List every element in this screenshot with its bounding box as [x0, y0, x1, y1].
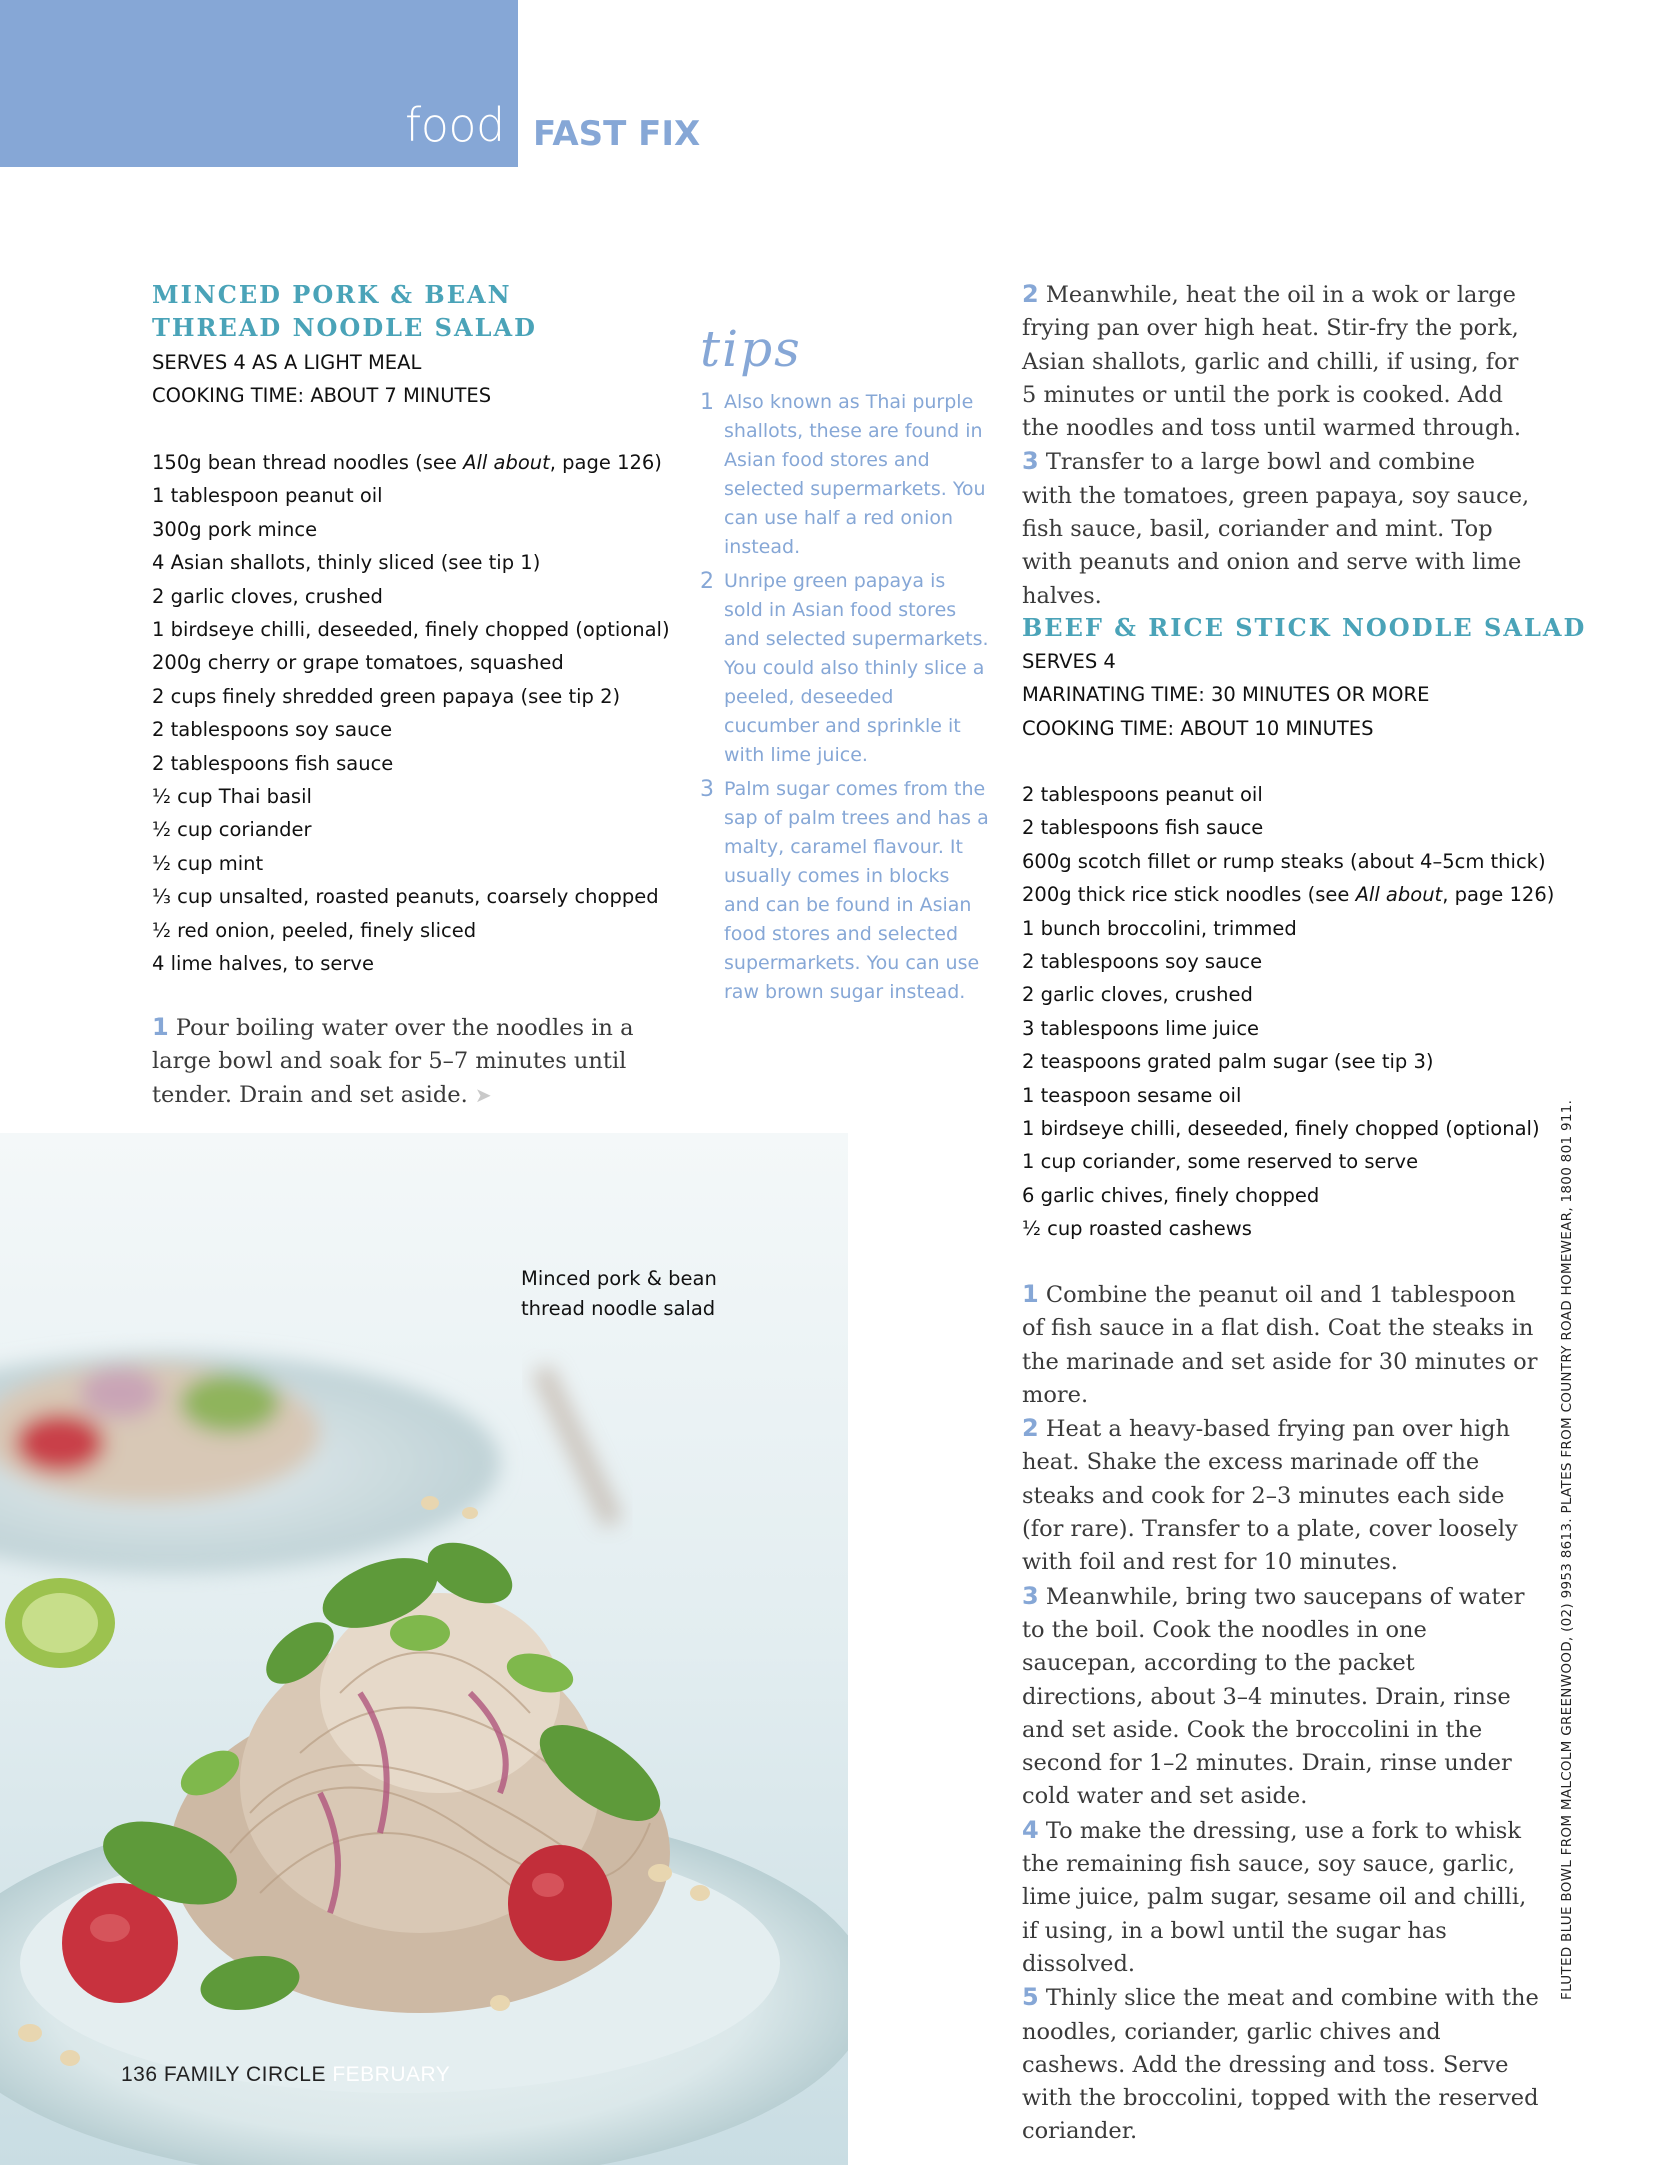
tip-number: 3	[700, 777, 714, 802]
ingredient-item	[1022, 1079, 1554, 1112]
ingredient-item	[152, 680, 670, 713]
step-text: Heat a heavy-based frying pan over high heat. Shake the excess marinade off the steaks and cook for 2–3 minutes each side (for rare). Transfer to a plate, cover loosely with foil and rest for 10 minutes.	[1022, 1416, 1518, 1576]
recipe1-steps-continued	[1022, 278, 1532, 613]
ingredient-text: 200g cherry or grape tomatoes, squashed	[152, 651, 564, 675]
tip-number: 1	[700, 390, 714, 415]
recipe2-step	[1022, 1278, 1542, 1412]
ingredient-item	[152, 813, 670, 846]
ingredient-text: ½ cup mint	[152, 851, 264, 875]
ingredient-item	[152, 847, 670, 880]
magazine-name: FAMILY CIRCLE	[163, 2063, 326, 2086]
ingredient-text: 2 tablespoons soy sauce	[152, 718, 393, 742]
recipe1-step2	[1022, 278, 1532, 445]
ingredient-text: 2 tablespoons fish sauce	[1022, 816, 1264, 840]
ingredient-text: 2 tablespoons peanut oil	[1022, 783, 1263, 806]
step-text: Pour boiling water over the noodles in a large bowl and soak for 5–7 minutes until tender. Drain and set aside.	[152, 1015, 634, 1108]
ingredient-item	[152, 446, 670, 479]
ingredient-reference: All about	[463, 451, 550, 474]
ingredient-item	[152, 880, 670, 913]
ingredient-text: ½ cup Thai basil	[152, 785, 312, 809]
ingredient-text: 2 garlic cloves, crushed	[152, 584, 383, 608]
ingredient-text: 1 birdseye chilli, deseeded, finely chopped (optional)	[1022, 1117, 1540, 1141]
ingredient-item	[152, 747, 670, 780]
ingredient-text: 4 Asian shallots, thinly sliced (see tip 1)	[152, 551, 541, 575]
ingredient-text: ½ cup coriander	[152, 818, 312, 842]
ingredient-text: 2 tablespoons fish sauce	[152, 751, 394, 775]
page-number: 136	[121, 2063, 158, 2086]
ingredient-item	[152, 580, 670, 613]
ingredient-text: 2 teaspoons grated palm sugar (see tip 3)	[1022, 1050, 1434, 1074]
ingredient-text: 2 tablespoons soy sauce	[1022, 950, 1263, 974]
recipe1-serves: SERVES 4 AS A LIGHT MEAL	[152, 351, 422, 374]
recipe2-title: BEEF & RICE STICK NOODLE SALAD	[1022, 613, 1587, 642]
tips-list	[700, 388, 990, 1012]
photo-credits: FLUTED BLUE BOWL FROM MALCOLM GREENWOOD, (02) 9953 8613. PLATES FROM COUNTRY ROAD HOMEWEAR, 1800 801 911.	[1559, 1099, 1575, 2000]
ingredient-item	[1022, 1212, 1554, 1245]
page-footer	[121, 2063, 450, 2087]
ingredient-text: 2 garlic cloves, crushed	[1022, 983, 1253, 1007]
ingredient-text: 300g pork mince	[152, 517, 318, 541]
recipe2-step	[1022, 1580, 1542, 1814]
tip-number: 2	[700, 569, 714, 594]
ingredient-item	[1022, 945, 1554, 978]
ingredient-text: 1 tablespoon peanut oil	[152, 484, 383, 508]
recipe-photo	[0, 1133, 848, 2165]
ingredient-item	[152, 646, 670, 679]
ingredient-item	[1022, 778, 1554, 811]
ingredient-item	[1022, 1045, 1554, 1078]
ingredient-text: 600g scotch fillet or rump steaks (about 4–5cm thick)	[1022, 849, 1546, 873]
ingredient-text: 1 birdseye chilli, deseeded, finely chopped (optional)	[152, 618, 670, 642]
recipe2-method	[1022, 1278, 1542, 2149]
ingredient-item	[152, 613, 670, 646]
recipe1-ingredient-list	[152, 446, 670, 981]
step-number: 4	[1022, 1815, 1039, 1844]
recipe2-step	[1022, 1981, 1542, 2148]
step-number: 1	[1022, 1280, 1039, 1308]
ingredient-text: ⅓ cup unsalted, roasted peanuts, coarsely chopped	[152, 885, 659, 909]
ingredient-item	[1022, 1012, 1554, 1045]
ingredient-reference: All about	[1355, 883, 1443, 907]
step-text: Combine the peanut oil and 1 tablespoon of fish sauce in a flat dish. Coat the steaks in the marinade and set aside for 30 minutes or more.	[1022, 1282, 1538, 1408]
tip-item	[700, 775, 990, 1007]
recipe1-meta	[152, 346, 491, 413]
ingredient-item	[1022, 978, 1554, 1011]
recipe2-cooking-time: COOKING TIME: ABOUT 10 MINUTES	[1022, 716, 1374, 740]
ingredient-item	[1022, 1112, 1554, 1145]
tip-item	[700, 388, 990, 562]
step-text: Meanwhile, bring two saucepans of water to the boil. Cook the noodles in one saucepan, according to the packet directions, about 3–4 minutes. Drain, rinse and set aside. Cook the broccolini in the second for 1–2 minutes. Drain, rinse under cold water and set aside.	[1022, 1583, 1525, 1810]
tip-text: Unripe green papaya is sold in Asian food stores and selected supermarkets. You could also thinly slice a peeled, deseeded cucumber and sprinkle it with lime juice.	[724, 570, 989, 766]
ingredient-text: 150g bean thread noodles (see	[152, 451, 464, 474]
section-label: food	[405, 98, 505, 152]
ingredient-item	[152, 914, 670, 947]
ingredient-item	[1022, 845, 1554, 878]
ingredient-text: 1 teaspoon sesame oil	[1022, 1083, 1242, 1107]
subsection-label: FAST FIX	[533, 114, 701, 154]
recipe1-cooking-time: COOKING TIME: ABOUT 7 MINUTES	[152, 384, 492, 408]
step-text: To make the dressing, use a fork to whisk the remaining fish sauce, soy sauce, garlic, lime juice, palm sugar, sesame oil and chilli, if using, in a bowl until the sugar has dissolved.	[1022, 1817, 1527, 1977]
ingredient-text: ½ cup roasted cashews	[1022, 1217, 1252, 1241]
recipe2-meta	[1022, 645, 1429, 745]
ingredient-text: 200g thick rice stick noodles (see	[1022, 883, 1356, 907]
ingredient-text: 2 cups finely shredded green papaya (see tip 2)	[152, 684, 621, 708]
recipe2-step	[1022, 1814, 1542, 1981]
issue-month: FEBRUARY	[332, 2063, 451, 2086]
recipe1-title-line1: MINCED PORK & BEAN	[152, 280, 512, 309]
step-text: Thinly slice the meat and combine with the noodles, coriander, garlic chives and cashews. Add the dressing and toss. Serve with the broccolini, topped with the reserved coriander.	[1022, 1985, 1539, 2145]
ingredient-item	[152, 546, 670, 579]
ingredient-item	[1022, 912, 1554, 945]
step-number: 3	[1022, 447, 1039, 476]
ingredient-item	[152, 713, 670, 746]
ingredient-text: 6 garlic chives, finely chopped	[1022, 1183, 1320, 1207]
ingredient-item	[1022, 1179, 1554, 1212]
ingredient-item	[1022, 1145, 1554, 1178]
caption-line1: Minced pork & bean	[521, 1267, 717, 1290]
step-number: 2	[1022, 280, 1039, 308]
recipe1-title-line2: THREAD NOODLE SALAD	[152, 313, 537, 342]
ingredient-item	[152, 513, 670, 546]
recipe1-step1	[152, 1011, 652, 1112]
ingredient-text: , page 126)	[1442, 883, 1555, 907]
continue-arrow-icon: ➤	[474, 1082, 492, 1107]
tip-text: Also known as Thai purple shallots, these are found in Asian food stores and selected supermarkets. You can use half a red onion instead.	[724, 391, 986, 558]
recipe2-ingredient-list	[1022, 778, 1554, 1246]
ingredient-text: 1 bunch broccolini, trimmed	[1022, 916, 1297, 940]
tips-heading: tips	[700, 320, 802, 378]
step-number: 2	[1022, 1414, 1039, 1443]
recipe1-step3	[1022, 445, 1532, 612]
ingredient-item	[152, 947, 670, 980]
tip-item	[700, 567, 990, 770]
step-text: Transfer to a large bowl and combine with the tomatoes, green papaya, soy sauce, fish sauce, basil, coriander and mint. Top with peanuts and onion and serve with lime halves.	[1022, 449, 1530, 609]
noodle-salad-illustration	[0, 1133, 848, 2165]
recipe1-title	[152, 278, 537, 344]
ingredient-text: 1 cup coriander, some reserved to serve	[1022, 1150, 1419, 1174]
step-number: 3	[1022, 1581, 1039, 1610]
ingredient-text: , page 126)	[549, 451, 662, 474]
step-number: 1	[152, 1013, 169, 1041]
recipe2-step	[1022, 1412, 1542, 1579]
step-text: Meanwhile, heat the oil in a wok or large frying pan over high heat. Stir-fry the pork, Asian shallots, garlic and chilli, if using, for 5 minutes or until the pork is cooked. Add the noodles and toss until warmed through.	[1022, 282, 1522, 442]
caption-line2: thread noodle salad	[521, 1296, 716, 1320]
ingredient-text: ½ red onion, peeled, finely sliced	[152, 918, 477, 942]
step-number: 5	[1022, 1983, 1039, 2012]
ingredient-item	[1022, 811, 1554, 844]
ingredient-item	[1022, 878, 1554, 911]
ingredient-text: 3 tablespoons lime juice	[1022, 1016, 1260, 1040]
ingredient-item	[152, 479, 670, 512]
ingredient-text: 4 lime halves, to serve	[152, 952, 374, 976]
recipe2-serves: SERVES 4	[1022, 650, 1116, 673]
recipe2-marinating-time: MARINATING TIME: 30 MINUTES OR MORE	[1022, 683, 1430, 707]
photo-caption	[521, 1264, 717, 1323]
tip-text: Palm sugar comes from the sap of palm trees and has a malty, caramel flavour. It usually comes in blocks and can be found in Asian food stores and selected supermarkets. You can use raw brown sugar instead.	[724, 778, 989, 1003]
ingredient-item	[152, 780, 670, 813]
